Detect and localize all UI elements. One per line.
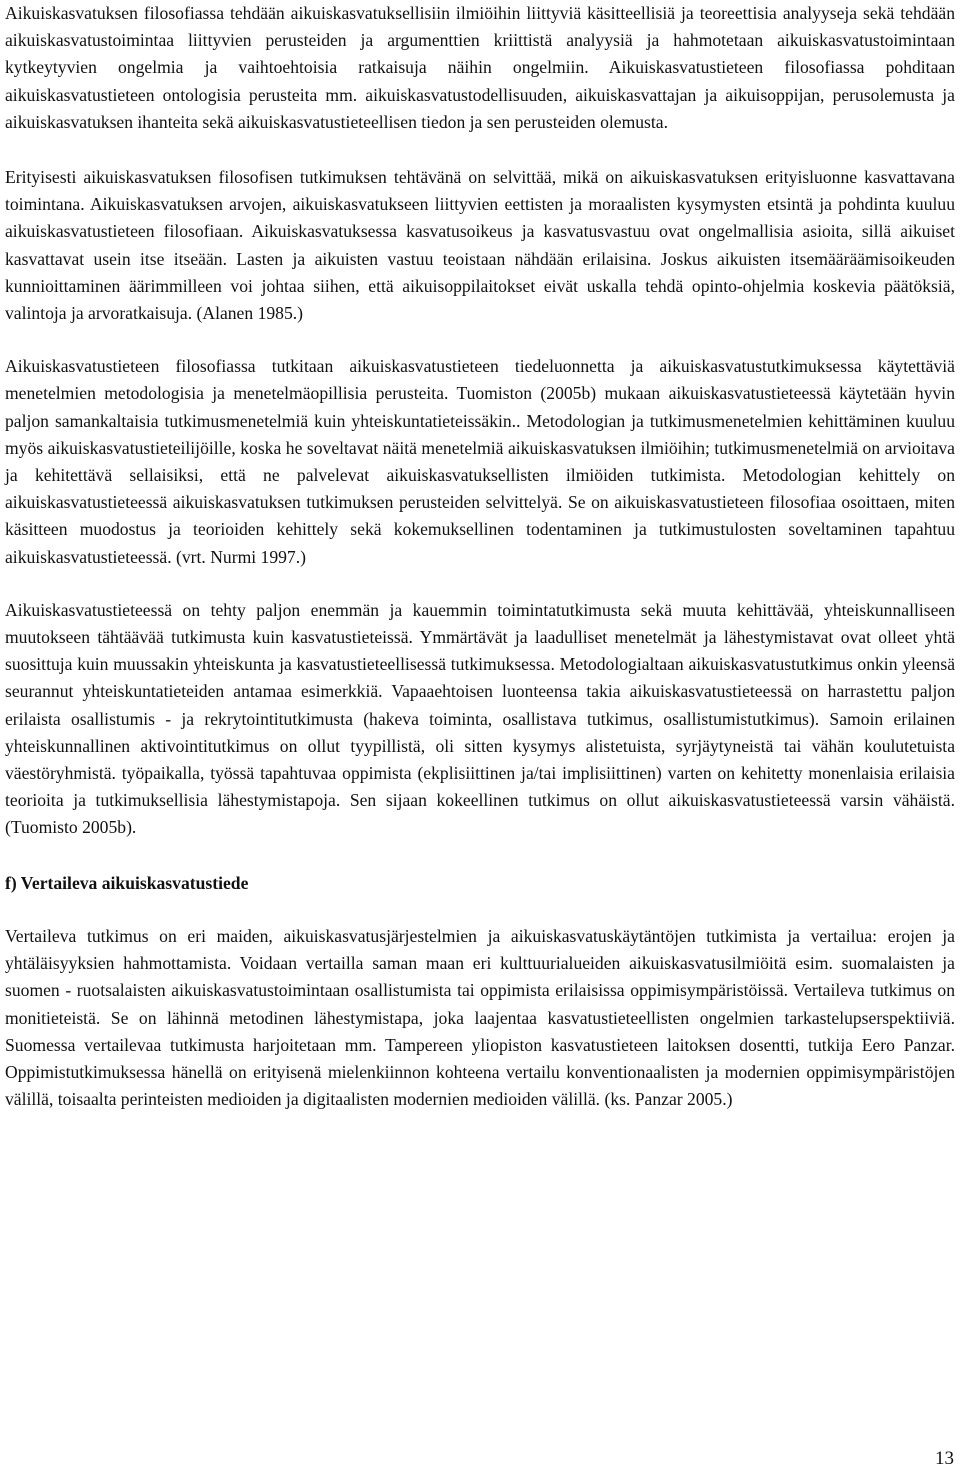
section-heading: f) Vertaileva aikuiskasvatustiede [5,872,249,893]
paragraph-methodology: Aikuiskasvatustieteen filosofiassa tutkitaan aikuiskasvatustieteen tiedeluonnetta ja aikuiskasvatustutkimuksessa käytettäviä menetelmien metodologisia ja menetelmäopillisia perusteita. Tuomiston (2005b) mukaan aikuiskasvatustieteessä käytetään hyvin paljon samankaltaisia tutkimusmenetelmiä kuin yhteiskuntatieteissäkin.. Metodologian ja tutkimusmenetelmien kehittäminen kuuluu myös aikuiskasvatustieteilijöille, koska he soveltavat näitä menetelmiä aikuiskasvatuksen ilmiöihin; tutkimusmenetelmiä on arvioitava ja kehitettävä sellaisiksi, että ne palvelevat aikuiskasvatuksellisten ilmiöiden tutkimista. Metodologian kehittely on aikuiskasvatustieteessä aikuiskasvatuksen tutkimuksen perusteiden selvittelyä. Se on aikuiskasvatustieteen filosofiaa osoittaen, miten käsitteen muodostus ja teorioiden kehittely sekä kokemuksellinen todentaminen ja tutkimustulosten soveltaminen tapahtuu aikuiskasvatustieteessä. (vrt. Nurmi 1997.) [5,356,955,567]
paragraph-philosophy-intro: Aikuiskasvatuksen filosofiassa tehdään aikuiskasvatuksellisiin ilmiöihin liittyviä käsitteellisiä ja teoreettisia analyyseja sekä tehdään aikuiskasvatustoimintaa liittyvien perusteiden ja argumenttien kriittistä analyysiä ja hahmotetaan aikuiskasvatustoimintaan kytkeytyvien ongelmia ja vaihtoehtoisia ratkaisuja näihin ongelmiin. Aikuiskasvatustieteen filosofiassa pohditaan aikuiskasvatustieteen ontologisia perusteita mm. aikuiskasvatustodellisuuden, aikuiskasvattajan ja aikuisoppijan, perusolemusta ja aikuiskasvatuksen ihanteita sekä aikuiskasvatustieteellisen tiedon ja sen perusteiden olemusta. [5,3,955,132]
paragraph-action-research: Aikuiskasvatustieteessä on tehty paljon enemmän ja kauemmin toimintatutkimusta sekä muuta kehittävää, yhteiskunnalliseen muutokseen tähtäävää tutkimusta kuin kasvatustieteissä. Ymmärtävät ja laadulliset menetelmät ja lähestymistavat ovat olleet yhtä suosittuja kuin muussakin yhteiskunta ja kasvatustieteellisessä tutkimuksessa. Metodologialtaan aikuiskasvatustutkimus onkin yleensä seurannut yhteiskuntatieteiden antamaa esimerkkiä. Vapaaehtoisen luonteensa takia aikuiskasvatustieteessä on harrastettu paljon erilaista osallistumis - ja rekrytointitutkimusta (hakeva toiminta, osallistava tutkimus, osallistumistutkimus). Samoin erilainen yhteiskunnallinen aktivointitutkimus on ollut tyypillistä, oli sitten kysymys alistetuista, syrjäytyneistä tai vähän koulutetuista väestöryhmistä. työpaikalla, työssä tapahtuvaa oppimista (ekplisiittinen ja/tai implisiittinen) varten on kehitetty monenlaisia erilaisia teorioita ja tutkimuksellisia lähestymistapoja. Sen sijaan kokeellinen tutkimus on ollut aikuiskasvatustieteessä varsin vähäistä. (Tuomisto 2005b). [5,599,955,838]
paragraph-comparative-research: Vertaileva tutkimus on eri maiden, aikuiskasvatusjärjestelmien ja aikuiskasvatuskäytäntöjen tutkimista ja vertailua: erojen ja yhtäläisyyksien hahmottamista. Voidaan vertailla saman maan eri kulttuurialueiden aikuiskasvatusilmiöitä esim. suomalaisten ja suomen - ruotsalaisten aikuiskasvatustoimintaan osallistumista tai oppimista erilaisissa oppimisympäristöissä. Vertaileva tutkimus on monitieteistä. Se on lähinnä metodinen lähestymistapa, joka laajentaa kasvatustieteellisten ongelmien tarkastelupserspektiiviä. Suomessa vertailevaa tutkimusta harjoitetaan mm. Tampereen yliopiston kasvatustieteen laitoksen dosentti, tutkija Eero Panzar. Oppimistutkimuksessa hänellä on erityisenä mielenkiinnon kohteena vertailu konventionaalisten ja modernien oppimisympäristöjen välillä, toisaalta perinteisten medioiden ja digitaalisten modernien medioiden välillä. (ks. Panzar 2005.) [5,925,955,1110]
document-page [5,0,955,1113]
page-number: 13 [935,1448,954,1469]
paragraph-values-ethics: Erityisesti aikuiskasvatuksen filosofisen tutkimuksen tehtävänä on selvittää, mikä on aikuiskasvatuksen erityisluonne kasvattavana toimintana. Aikuiskasvatuksen arvojen, aikuiskasvatukseen liittyvien eettisten ja moraalisten kysymysten etsintä ja pohdinta kuuluu aikuiskasvatustieteen filosofiaan. Aikuiskasvatuksessa kasvatusoikeus ja kasvatusvastuu ovat ongelmallisia asioita, sillä aikuiset kasvattavat usein itse itseään. Lasten ja aikuisten vastuu teoistaan nähdään erilaisina. Joskus aikuisten itsemääräämisoikeuden kunnioittaminen äärimmilleen voi johtaa siihen, että aikuisoppilaitokset eivät uskalla tehdä opinto-ohjelmia koskevia päätöksiä, valintoja ja arvoratkaisuja. (Alanen 1985.) [5,167,955,324]
